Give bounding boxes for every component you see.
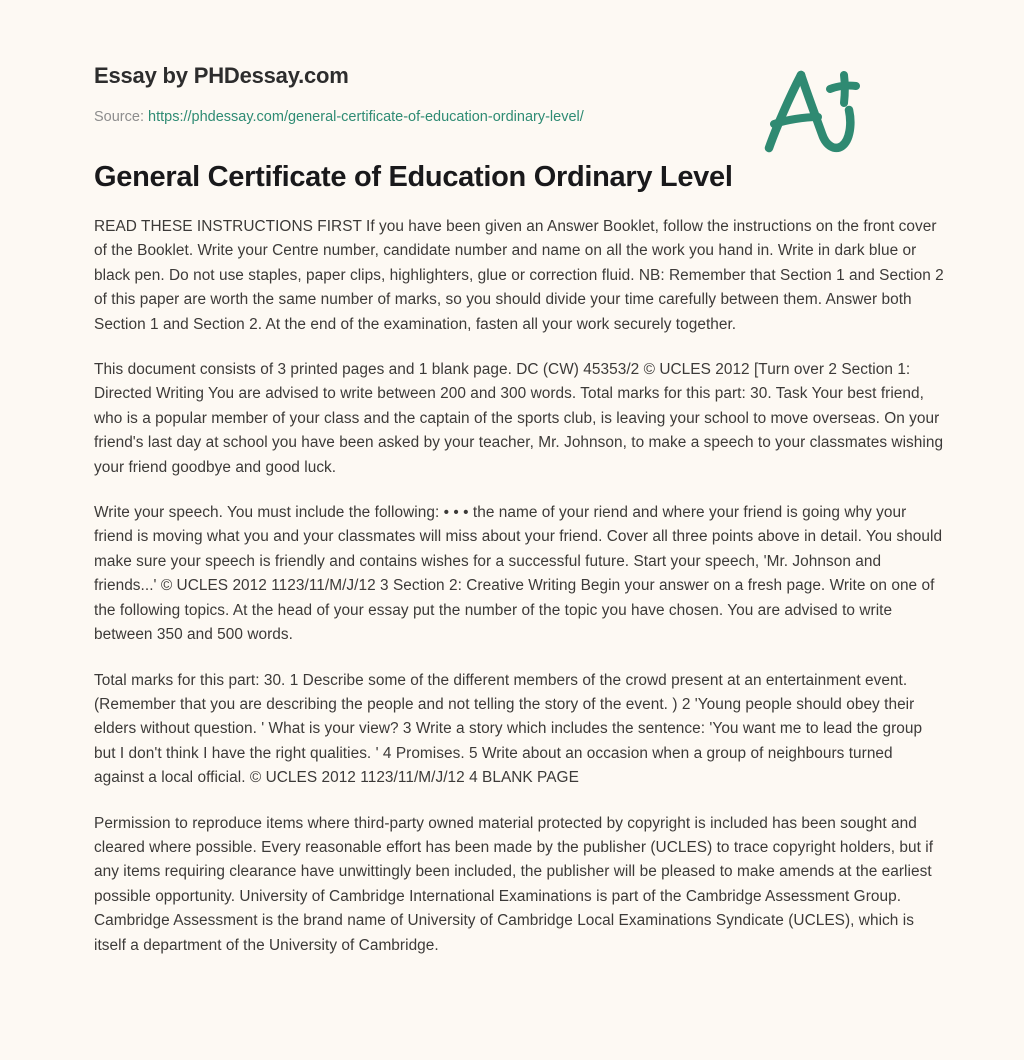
brand-title: Essay by PHDessay.com	[94, 63, 349, 88]
source-url-link[interactable]: https://phdessay.com/general-certificate-of-education-ordinary-level/	[148, 109, 584, 125]
essay-paragraph: Permission to reproduce items where third-party owned material protected by copyright is included has been sought and cleared where possible. Every reasonable effort has been made by the publisher (UCLES) to trace copyright holders, but if any items requiring clearance have unwittingly been included, the publisher will be pleased to make amends at the earliest possible opportunity. University of Cambridge International Examinations is part of the Cambridge Assessment Group. Cambridge Assessment is the brand name of University of Cambridge Local Examinations Syndicate (UCLES), which is itself a department of the University of Cambridge.	[94, 814, 934, 954]
page-title: General Certificate of Education Ordinary Level	[94, 161, 733, 193]
essay-paragraph: This document consists of 3 printed pages and 1 blank page. DC (CW) 45353/2 © UCLES 2012 [Turn over 2 Section 1: Directed Writing You are advised to write between 200 and 300 words. Total marks for this part: 30. Task Your best friend, who is a popular member of your class and the captain of the sports club, is leaving your school to move overseas. On your friend's last day at school you have been asked by your teacher, Mr. Johnson, to make a speech to your classmates wishing your friend goodbye and good luck.	[94, 361, 944, 476]
essay-paragraph: Total marks for this part: 30. 1 Describe some of the different members of the crowd present at an entertainment event. (Remember that you are describing the people and not telling the story of the event. ) 2 'Young people should obey their elders without question. ' What is your view? 3 Write a story which includes the sentence: 'You want me to lead the group but I don't think I have the right qualities. ' 4 Promises. 5 Write about an occasion when a group of neighbours turned against a local official. © UCLES 2012 1123/11/M/J/12 4 BLANK PAGE	[94, 671, 923, 787]
a-plus-logo-icon	[756, 62, 872, 158]
essay-body	[94, 196, 946, 958]
source-label: Source:	[94, 109, 144, 125]
page-masthead	[94, 0, 946, 125]
essay-paragraph: READ THESE INSTRUCTIONS FIRST If you have been given an Answer Booklet, follow the instructions on the front cover of the Booklet. Write your Centre number, candidate number and name on all the work you hand in. Write in dark blue or black pen. Do not use staples, paper clips, highlighters, glue or correction fluid. NB: Remember that Section 1 and Section 2 of this paper are worth the same number of marks, so you should divide your time carefully between them. Answer both Section 1 and Section 2. At the end of the examination, fasten all your work securely together.	[94, 218, 944, 333]
essay-paragraph: Write your speech. You must include the following: • • • the name of your riend and where your friend is going why your friend is moving what you and your classmates will miss about your friend. Cover all three points above in detail. You should make sure your speech is friendly and contains wishes for a successful future. Start your speech, 'Mr. Johnson and friends...' © UCLES 2012 1123/11/M/J/12 3 Section 2: Creative Writing Begin your answer on a fresh page. Write on one of the following topics. At the head of your essay put the number of the topic you have chosen. You are advised to write between 350 and 500 words.	[94, 504, 943, 644]
